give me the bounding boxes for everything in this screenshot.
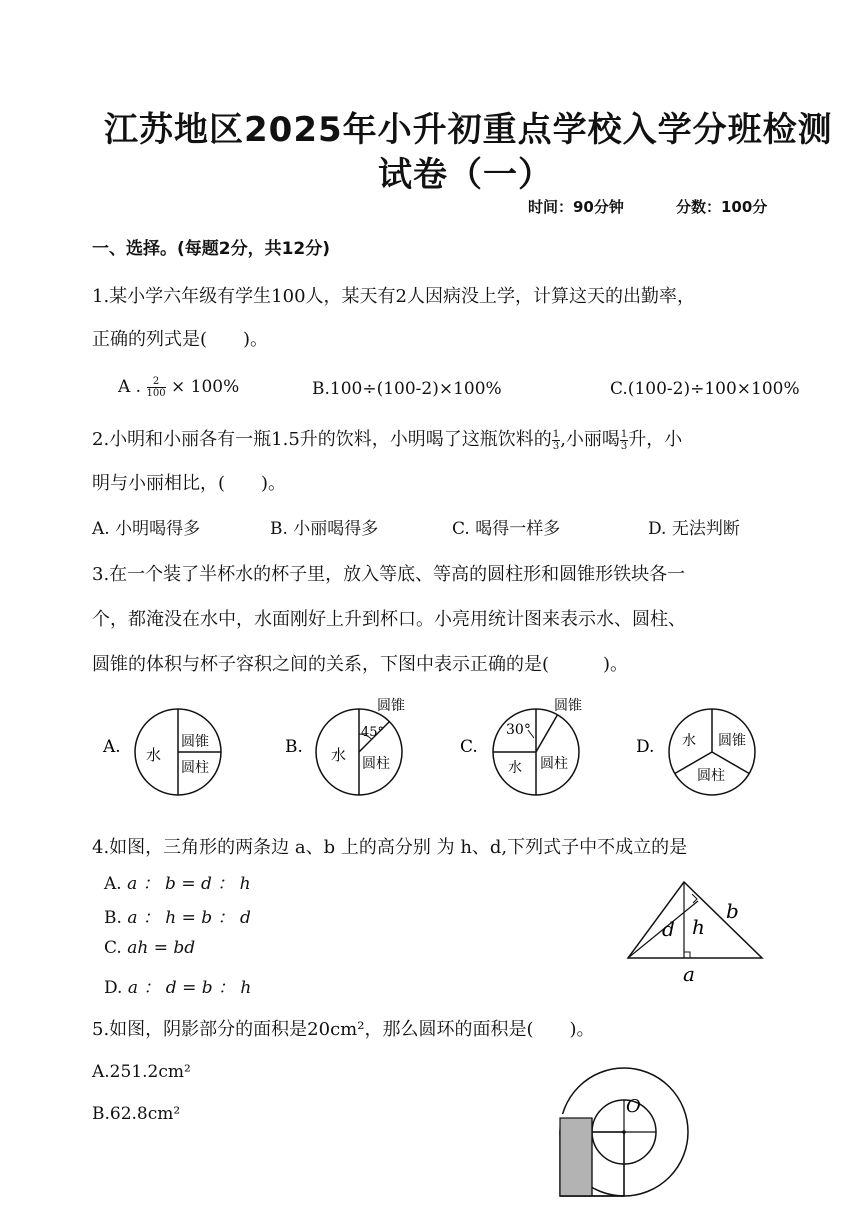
q3-c-cylinder: 圆柱 — [540, 756, 568, 772]
q1-frac-num: 2 — [147, 376, 166, 388]
page-title-line1: 江苏地区2025年小升初重点学校入学分班检测 — [104, 110, 833, 150]
q2-text-line1 — [92, 425, 682, 452]
q2-text-part3: 升，小 — [628, 429, 683, 450]
q2-text-line2: 明与小丽相比，( )。 — [92, 473, 287, 494]
q4-option-a-letter: A. — [104, 874, 122, 894]
q5-ring-figure — [550, 1040, 700, 1227]
q4-label-b: b — [726, 899, 739, 923]
q2-frac2-num: 1 — [620, 428, 628, 440]
q4-triangle-figure — [620, 870, 770, 985]
q3-option-a-pie[interactable] — [135, 709, 221, 795]
q3-label-b: B. — [285, 737, 303, 757]
q1-text-line2: 正确的列式是( )。 — [92, 329, 269, 350]
q4-option-d-expr: a ： d = b ： h — [127, 978, 252, 998]
q3-pie-charts — [0, 690, 868, 805]
q5-option-a[interactable]: A.251.2cm² — [92, 1062, 191, 1082]
q4-option-b[interactable] — [104, 903, 251, 928]
q2-text-part2: ,小丽喝 — [560, 429, 620, 450]
q3-text-line1: 3.在一个装了半杯水的杯子里，放入等底、等高的圆柱形和圆锥形铁块各一 — [92, 564, 686, 585]
q2-option-a[interactable]: A. 小明喝得多 — [92, 519, 201, 539]
q3-a-water: 水 — [146, 746, 162, 764]
q3-c-angle: 30° — [506, 722, 531, 738]
q4-label-h: h — [692, 915, 705, 939]
exam-time: 时间：90分钟 — [528, 198, 624, 216]
q3-b-water: 水 — [331, 746, 347, 764]
q3-d-cylinder: 圆柱 — [697, 768, 725, 784]
q2-option-d[interactable]: D. 无法判断 — [648, 519, 740, 539]
q2-frac1-num: 1 — [552, 428, 560, 440]
q4-label-d: d — [662, 917, 675, 941]
q3-label-a: A. — [103, 737, 121, 757]
q1-option-a[interactable] — [118, 376, 239, 399]
q4-option-c-letter: C. — [104, 938, 122, 958]
q4-text-line1: 4.如图，三角形的两条边 a、b 上的高分别 为 h、d,下列式子中不成立的是 — [92, 837, 688, 858]
q1-option-a-prefix: A . — [118, 377, 142, 397]
q1-option-a-suffix: × 100% — [171, 377, 240, 397]
q3-option-c-pie[interactable] — [493, 698, 582, 795]
q3-label-d: D. — [636, 737, 655, 757]
q3-c-cone: 圆锥 — [554, 698, 582, 714]
exam-score: 分数：100分 — [676, 198, 768, 216]
q1-option-b[interactable]: B.100÷(100-2)×100% — [312, 379, 502, 399]
q2-frac2-den: 3 — [620, 440, 628, 452]
q3-option-b-pie[interactable] — [316, 698, 405, 795]
q2-frac1-den: 3 — [552, 440, 560, 452]
q3-option-d-pie[interactable] — [669, 709, 755, 795]
q4-label-a: a — [683, 962, 695, 985]
q2-fraction-1 — [552, 429, 560, 452]
q1-text-line1: 1.某小学六年级有学生100人，某天有2人因病没上学，计算这天的出勤率， — [92, 286, 695, 307]
q5-text-line1: 5.如图，阴影部分的面积是20cm²，那么圆环的面积是( )。 — [92, 1019, 595, 1040]
q2-option-b[interactable]: B. 小丽喝得多 — [270, 519, 379, 539]
q4-option-d-letter: D. — [104, 978, 123, 998]
q3-text-line2: 个，都淹没在水中，水面刚好上升到杯口。小亮用统计图来表示水、圆柱、 — [92, 609, 686, 630]
section-heading: 一、选择。(每题2分，共12分) — [92, 239, 331, 259]
q3-b-cylinder: 圆柱 — [362, 756, 390, 772]
q3-a-cylinder: 圆柱 — [181, 760, 209, 776]
q5-option-b[interactable]: B.62.8cm² — [92, 1104, 181, 1124]
q3-d-water: 水 — [682, 733, 696, 749]
q5-label-o: O — [626, 1096, 641, 1117]
q3-label-c: C. — [460, 737, 478, 757]
q3-d-cone: 圆锥 — [718, 733, 746, 749]
q1-option-c[interactable]: C.(100-2)÷100×100% — [610, 379, 800, 399]
q4-option-b-expr: a ： h = b ： d — [127, 908, 251, 928]
q2-option-c[interactable]: C. 喝得一样多 — [452, 519, 561, 539]
q3-b-angle: 45° — [361, 725, 385, 740]
q4-option-c-expr: ah = bd — [127, 938, 196, 958]
q2-text-part1: 2.小明和小丽各有一瓶1.5升的饮料，小明喝了这瓶饮料的 — [92, 429, 552, 450]
q4-option-a[interactable] — [104, 869, 251, 894]
q4-option-c[interactable] — [104, 938, 195, 958]
q1-option-a-fraction — [147, 376, 166, 399]
q1-frac-den: 100 — [146, 388, 166, 399]
q4-option-d[interactable] — [104, 973, 251, 998]
q3-a-cone: 圆锥 — [181, 734, 209, 750]
q4-option-a-expr: a ： b = d ： h — [127, 874, 251, 894]
q3-b-cone: 圆锥 — [377, 698, 405, 714]
q3-c-water: 水 — [508, 760, 522, 776]
q3-text-line3: 圆锥的体积与杯子容积之间的关系，下图中表示正确的是( )。 — [92, 654, 629, 675]
page-title-line2: 试卷（一） — [378, 155, 553, 195]
q4-option-b-letter: B. — [104, 908, 122, 928]
